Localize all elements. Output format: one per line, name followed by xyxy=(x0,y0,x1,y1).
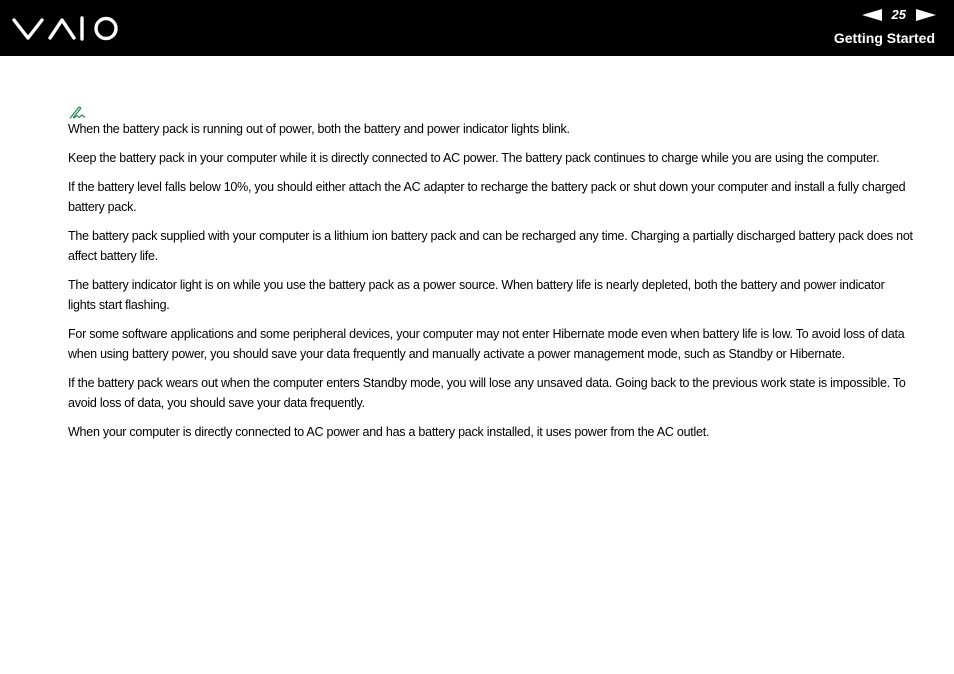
paragraph: The battery pack supplied with your computer is a lithium ion battery pack and can be recharged any time. Charging a partially discharged battery pack does not affect battery life. xyxy=(68,229,913,263)
page-number: 25 xyxy=(891,7,906,22)
note-paragraph: When the battery pack is running out of power, both the battery and power indicator lights blink. xyxy=(68,122,570,136)
paragraph: If the battery level falls below 10%, you should either attach the AC adapter to recharge the battery pack or shut down your computer and install a fully charged battery pack. xyxy=(68,180,906,214)
paragraph: The battery indicator light is on while you use the battery pack as a power source. When battery life is nearly depleted, both the battery and power indicator lights start flashing. xyxy=(68,278,885,312)
left-arrow-icon[interactable] xyxy=(862,9,882,21)
note-pencil-icon xyxy=(68,105,88,119)
section-title: Getting Started xyxy=(833,30,935,46)
right-arrow-icon[interactable] xyxy=(916,9,936,21)
paragraph: For some software applications and some peripheral devices, your computer may not enter Hibernate mode even when battery life is low. To avoid loss of data when using battery power, you should save your data frequently and manually activate a power management mode, such as Standby or Hibernate. xyxy=(68,327,905,361)
page-navigation xyxy=(862,7,936,23)
paragraph: When your computer is directly connected to AC power and has a battery pack installed, it uses power from the AC outlet. xyxy=(68,425,710,439)
vaio-logo xyxy=(12,14,120,42)
paragraph: If the battery pack wears out when the computer enters Standby mode, you will lose any unsaved data. Going back to the previous work state is impossible. To avoid loss of data, you should save your data frequently. xyxy=(68,376,906,410)
page-header xyxy=(0,0,954,56)
content-area xyxy=(68,119,914,451)
paragraph: Keep the battery pack in your computer while it is directly connected to AC power. The battery pack continues to charge while you are using the computer. xyxy=(68,151,880,165)
